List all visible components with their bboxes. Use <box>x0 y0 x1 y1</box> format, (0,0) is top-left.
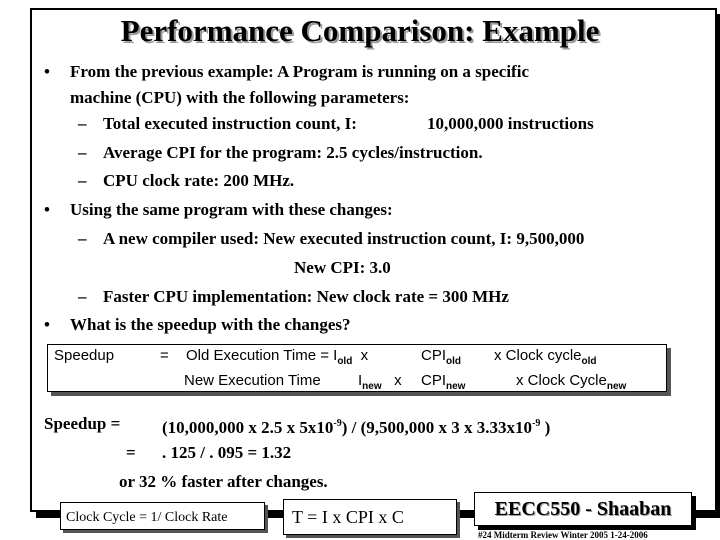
sub-bullet-faster-cpu: Faster CPU implementation: New clock rate = 300 MHz <box>103 287 509 306</box>
dash-marker: – <box>78 143 87 162</box>
t-formula-text: T = I x CPI x C <box>292 507 404 527</box>
bullet-1-line-2: machine (CPU) with the following parameters: <box>70 88 410 107</box>
calc-line-1-c: ) <box>540 418 551 437</box>
formula-new-sub: new <box>362 381 382 392</box>
bullet-marker: • <box>44 315 50 334</box>
formula-cpi: CPI <box>421 347 447 364</box>
dash-marker: – <box>78 171 87 190</box>
sub-bullet-clock-rate: CPU clock rate: 200 MHz. <box>103 171 295 190</box>
dash-marker: – <box>78 229 87 248</box>
formula-cc-old-sub: old <box>581 356 597 367</box>
calc-equals-2: = <box>126 443 136 462</box>
calc-line-1-b: ) / (9,500,000 x 3 x 3.33x10 <box>341 418 533 437</box>
dash-marker: – <box>78 287 87 306</box>
dash-marker: – <box>78 114 87 133</box>
sub-bullet-instruction-count: Total executed instruction count, I: <box>103 114 357 133</box>
formula-x4: x Clock Cycle <box>516 372 607 389</box>
formula-cpi-old-sub: old <box>446 356 462 367</box>
slide-footer: #24 Midterm Review Winter 2005 1-24-2006 <box>478 530 648 540</box>
bullet-marker: • <box>44 200 50 219</box>
bullet-1-line-1: From the previous example: A Program is running on a specific <box>70 62 529 81</box>
formula-equals: = <box>160 347 169 364</box>
formula-speedup-label: Speedup <box>54 347 115 364</box>
formula-x2: x Clock cycle <box>494 347 582 364</box>
formula-clock-old <box>494 346 597 372</box>
bullet-2: Using the same program with these changes: <box>70 200 393 219</box>
formula-numerator <box>186 346 368 372</box>
formula-cc-new-sub: new <box>606 381 627 392</box>
sub-bullet-new-compiler: A new compiler used: New executed instruction count, I: 9,500,000 <box>103 229 585 248</box>
formula-i: I <box>358 372 363 389</box>
formula-old-exec: Old Execution Time = I <box>186 347 338 364</box>
calc-speedup-label: Speedup = <box>44 414 121 433</box>
calc-exp-1: -9 <box>333 418 342 429</box>
calc-line-1 <box>162 414 550 438</box>
formula-cpi-new-sub: new <box>446 381 466 392</box>
formula-clock-new <box>516 371 626 397</box>
slide-title: Performance Comparison: Example <box>120 13 600 48</box>
formula-x3: x <box>394 372 402 389</box>
formula-i-new <box>358 371 402 397</box>
formula-old-sub: old <box>337 356 353 367</box>
calc-line-1-a: (10,000,000 x 2.5 x 5x10 <box>162 418 334 437</box>
bullet-3: What is the speedup with the changes? <box>70 315 351 334</box>
formula-cpi-old <box>421 346 461 372</box>
bullet-marker: • <box>44 62 50 81</box>
formula-x1: x <box>360 347 369 364</box>
formula-new-exec: New Execution Time <box>184 372 321 389</box>
calc-line-2: . 125 / . 095 = 1.32 <box>162 443 292 462</box>
formula-cpi-new <box>421 371 465 397</box>
formula-cpi2: CPI <box>421 372 447 389</box>
clock-cycle-text: Clock Cycle = 1/ Clock Rate <box>66 510 228 525</box>
calc-exp-2: -9 <box>532 418 541 429</box>
sub-bullet-new-cpi: New CPI: 3.0 <box>294 258 391 277</box>
sub-bullet-average-cpi: Average CPI for the program: 2.5 cycles/instruction. <box>103 143 483 162</box>
sub-bullet-instruction-count-value: 10,000,000 instructions <box>427 114 594 133</box>
course-label: EECC550 - Shaaban <box>474 492 692 526</box>
calc-line-3: or 32 % faster after changes. <box>119 472 328 491</box>
